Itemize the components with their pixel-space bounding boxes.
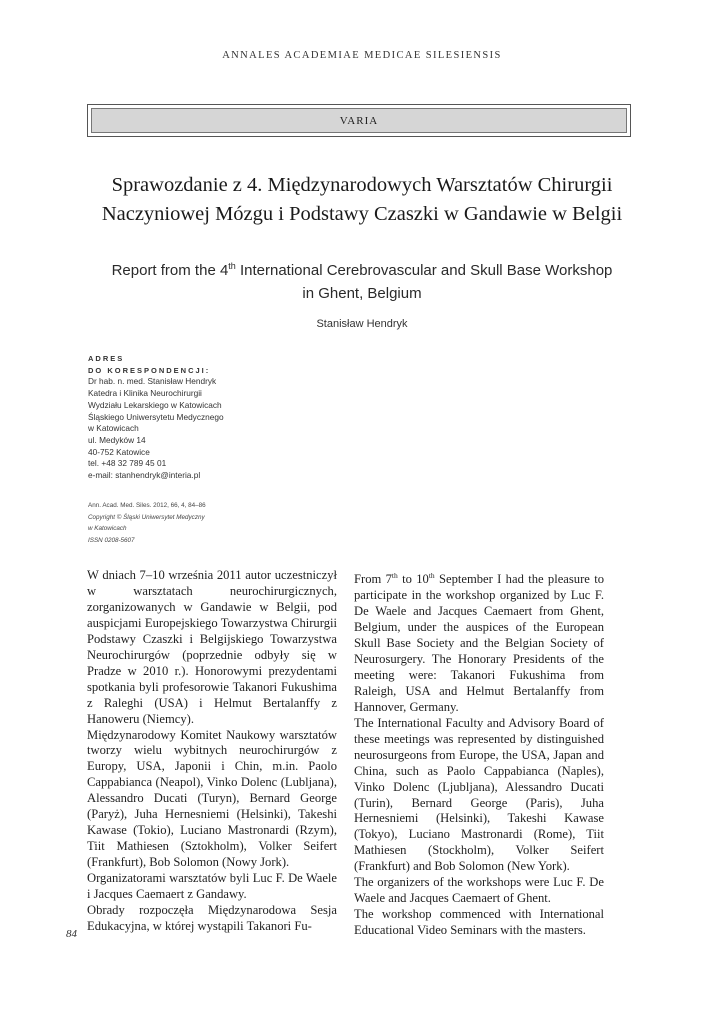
address-line: ul. Medyków 14 (88, 434, 146, 445)
address-line: Wydziału Lekarskiego w Katowicach (88, 399, 222, 410)
body-polish-paragraph: Organizatorami warsztatów byli Luc F. De Waele i Jacques Caemaert z Gandawy. (87, 871, 337, 902)
body-english-p1-mid: to 10 (397, 572, 429, 587)
title-english-line1 (60, 255, 664, 282)
author-name: Stanisław Hendryk (316, 318, 408, 330)
title-polish (60, 171, 664, 229)
body-polish-paragraph: Obrady rozpoczęła Międzynarodowa Sesja Edukacyjna, w której wystąpili Takanori Fu- (87, 903, 337, 933)
body-polish-paragraph: Międzynarodowy Komitet Naukowy warsztatów tworzy wielu wybitnych neurochirurgów z Europy, USA, Japonii i Chin, m.in. Paolo Cappabianca (Neapol), Vinko Dolenc (Lubljana), Alessandro Ducati (Turyn), Bernard George (Paryż), Juha Hernesniemi (Helsinki), Takeshi Kawase (Tokio), Luciano Mastronardi (Rzym), Tiit Mathiesen (Sztokholm), Volker Seifert (Frankfurt), Bob Solomon (Nowy Jork). (87, 727, 337, 870)
title-english (60, 255, 664, 305)
body-english-paragraph (354, 568, 604, 716)
address-line: Śląskiego Uniwersytetu Medycznego (88, 411, 224, 422)
page-number: 84 (66, 928, 77, 940)
issn: ISSN 0208-5607 (88, 536, 135, 544)
body-polish-column (87, 568, 337, 935)
body-english-paragraph: The International Faculty and Advisory Board of these meetings was represented by distinguished neurosurgeons from Europe, the USA, Japan and China, such as Paolo Cappabianca (Naples), Vinko Dolenc (Ljubljana), Alessandro Ducati (Turin), Bernard George (Paris), Juha Hernesniemi (Helsinki), Takeshi Kawase (Tokyo), Luciano Mastronardi (Rome), Tiit Mathiesen (Stockholm), Volker Seifert (Frankfurt) and Bob Solomon (New York). (354, 715, 604, 874)
copyright-line-1: Copyright © Śląski Uniwersytet Medyczny (88, 513, 205, 521)
body-english-paragraph: The workshop commenced with International Educational Video Seminars with the masters. (354, 907, 604, 938)
body-english-paragraph: The organizers of the workshops were Luc F. De Waele and Jacques Caemaert of Ghent. (354, 875, 604, 906)
body-english-p1-post: September I had the pleasure to participate in the workshop organized by Luc F. De Waele and Jacques Caemaert from Ghent, Belgium, under the auspices of the European Skull Base Society and the Belgian Society of Neurosurgery. The Honorary Presidents of the meeting were: Takanori Fukushima from Raleigh, USA and Helmut Bertalanffy from Hannover, Germany. (354, 572, 604, 714)
body-english-p1-sup: th (428, 571, 435, 580)
citation-block (88, 500, 288, 546)
copyright-line-2: w Katowicach (88, 525, 127, 533)
journal-header: ANNALES ACADEMIAE MEDICAE SILESIENSIS (222, 50, 502, 61)
body-english-p1-sup: th (391, 571, 398, 580)
address-line: Dr hab. n. med. Stanisław Hendryk (88, 376, 217, 387)
address-line: 40-752 Katowice (88, 446, 150, 457)
address-heading-2: DO KORESPONDENCJI: (88, 365, 211, 375)
correspondence-address (88, 353, 288, 482)
body-english-p1-pre: From 7 (354, 572, 392, 587)
section-box (87, 104, 631, 137)
address-line: tel. +48 32 789 45 01 (88, 458, 167, 469)
address-heading-1: ADRES (88, 354, 125, 363)
title-english-sup: th (228, 261, 236, 271)
citation-ref: Ann. Acad. Med. Siles. 2012, 66, 4, 84–86 (88, 502, 206, 509)
address-line: w Katowicach (88, 423, 139, 434)
title-english-post: International Cerebrovascular and Skull Base Workshop (235, 262, 613, 279)
title-english-pre: Report from the 4 (111, 262, 229, 279)
title-polish-line1: Sprawozdanie z 4. Międzynarodowych Warsztatów Chirurgii (111, 174, 613, 196)
address-email: e-mail: stanhendryk@interia.pl (88, 470, 201, 481)
title-polish-line2: Naczyniowej Mózgu i Podstawy Czaszki w Gandawie w Belgii (101, 203, 623, 225)
address-line: Katedra i Klinika Neurochirurgii (88, 388, 202, 399)
body-english-column (354, 568, 604, 939)
section-label: VARIA (91, 108, 627, 133)
title-english-line2: in Ghent, Belgium (302, 285, 422, 302)
body-polish-paragraph: W dniach 7–10 września 2011 autor uczestniczył w warsztatach neurochirurgicznych, zorganizowanych w Gandawie w Belgii, pod auspicjami Europejskiego Towarzystwa Chirurgii Podstawy Czaszki i Belgijskiego Towarzystwa Neurochirurgów (poprzednie odbyły się w Pradze w 2010 r.). Honorowymi prezydentami spotkania byli profesorowie Takanori Fukushima z Raleghi (USA) i Helmut Bertalanffy z Hanoweru (Niemcy). (87, 568, 337, 726)
